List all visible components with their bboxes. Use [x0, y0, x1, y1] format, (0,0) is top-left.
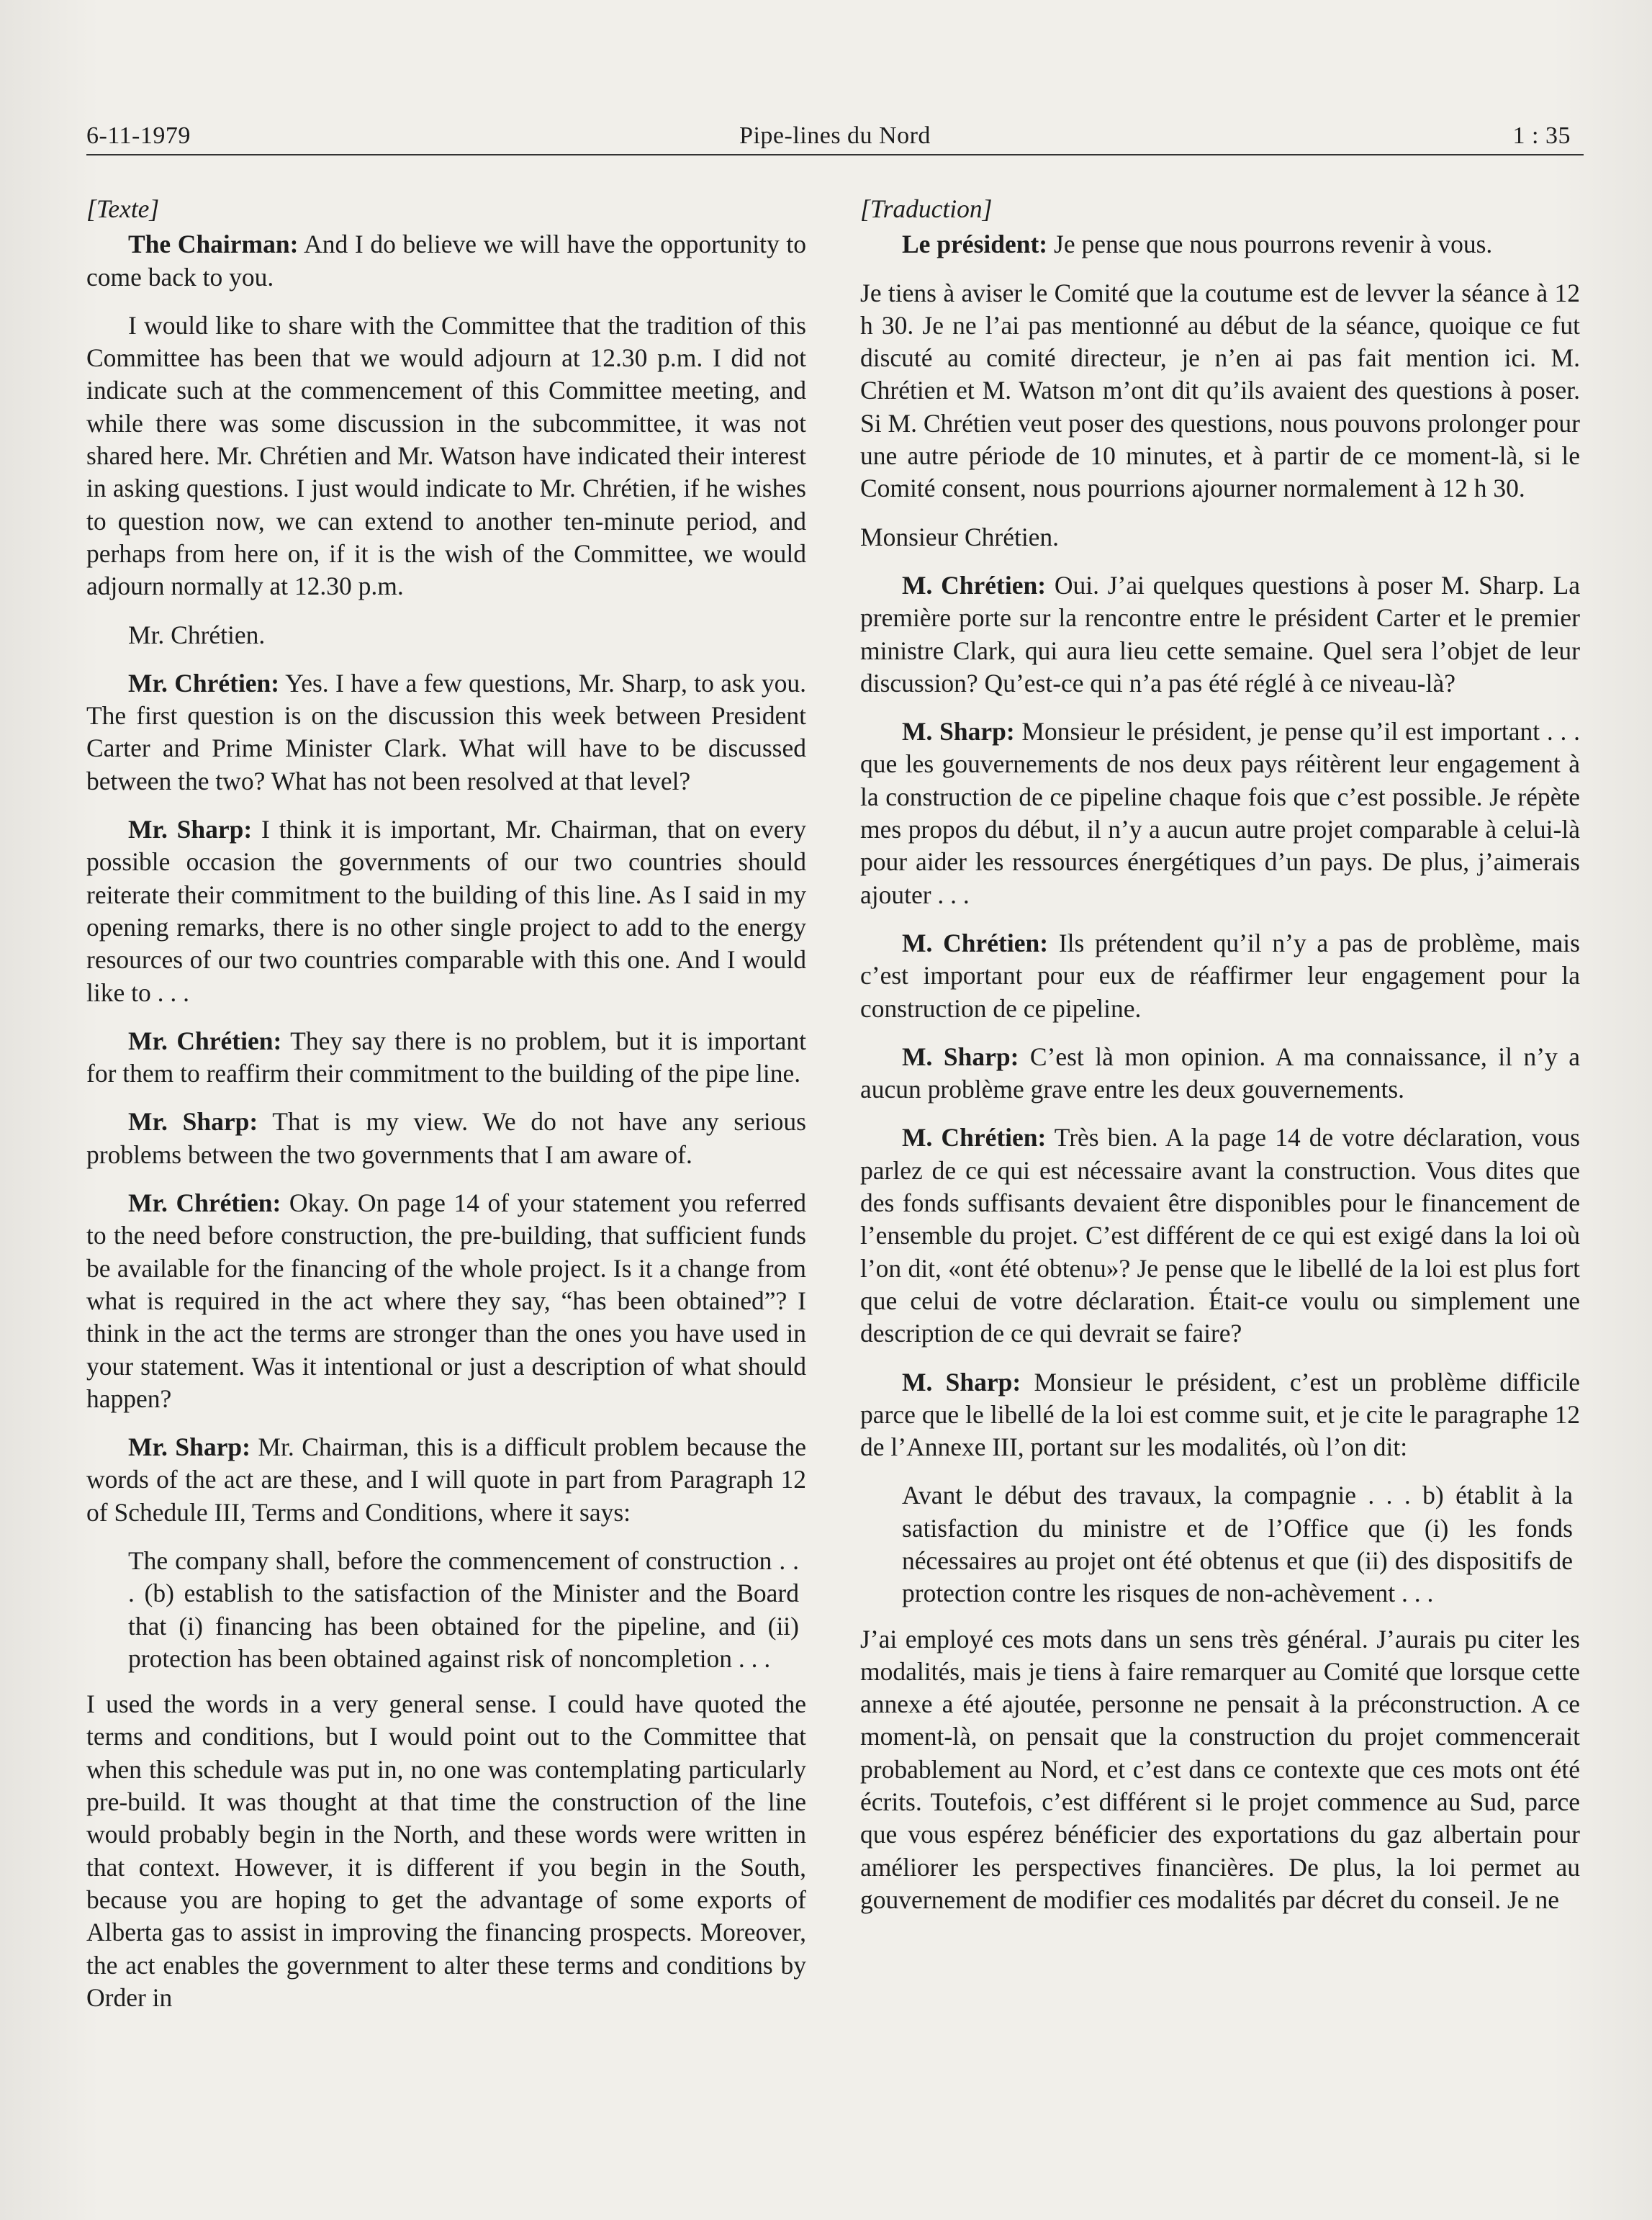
paragraph: M. Sharp: Monsieur le président, je pense qu’il est important . . . que les gouvernements de nos deux pays réitèrent leur engagement à la construction de ce pipeline chaque fois que c’est possible. Je répète mes propos du début, il n’y a aucun autre projet comparable à celui-là pour aider les ressources énergétiques d’un pays. De plus, j’aimerais ajouter . . .	[860, 717, 1580, 909]
speaker-name: M. Chrétien:	[902, 928, 1049, 957]
speaker-name: M. Sharp:	[902, 717, 1015, 746]
speaker-name: M. Sharp:	[902, 1367, 1021, 1396]
paragraph: Mr. Sharp: Mr. Chairman, this is a difficult problem because the words of the act are these, and I will quote in part from Paragraph 12 of Schedule III, Terms and Conditions, where it says:	[86, 1432, 806, 1527]
speaker-name: Le président:	[902, 230, 1048, 259]
speaker-name: M. Chrétien:	[902, 1123, 1047, 1152]
paragraph: Mr. Chrétien: They say there is no problem, but it is important for them to reaffirm their commitment to the building of the pipe line.	[86, 1026, 806, 1088]
block-quote: Avant le début des travaux, la compagnie . . . b) établit à la satisfaction du ministre et de l’Office que (i) les fonds nécessaires au projet ont été obtenus et que (ii) des dispositifs de protection contre les risques de non-achèvement . . .	[902, 1481, 1573, 1608]
english-column	[86, 193, 806, 2194]
paragraph: M. Sharp: Monsieur le président, c’est un problème difficile parce que le libellé de la loi est comme suit, et je cite le paragraphe 12 de l’Annexe III, portant sur les modalités, où l’on dit:	[860, 1367, 1580, 1462]
speaker-name: Mr. Sharp:	[128, 1432, 250, 1462]
paragraph: M. Chrétien: Oui. J’ai quelques questions à poser M. Sharp. La première porte sur la rencontre entre le président Carter et le premier ministre Clark, qui aura lieu cette semaine. Quel sera l’objet de leur discussion? Qu’est-ce qui n’a pas été réglé à ce niveau-là?	[860, 570, 1580, 698]
paragraph: I used the words in a very general sense. I could have quoted the terms and conditions, but I would point out to the Committee that when this schedule was put in, no one was contemplating particularly pre-build. It was thought at that time the construction of the line would probably begin in the North, and these words were written in that context. However, it is different if you begin in the South, because you are hoping to get the advantage of some exports of Alberta gas to assist in improving the financing prospects. Moreover, the act enables the government to alter these terms and conditions by Order in	[86, 1689, 806, 2012]
speaker-name: Mr. Sharp:	[128, 1107, 258, 1137]
paragraph: M. Sharp: C’est là mon opinion. A ma connaissance, il n’y a aucun problème grave entre les deux gouvernements.	[860, 1042, 1580, 1104]
paragraph: Mr. Chrétien.	[128, 620, 266, 649]
speaker-name: The Chairman:	[128, 230, 299, 259]
french-column	[860, 193, 1580, 2194]
speaker-name: M. Sharp:	[902, 1042, 1019, 1071]
header-date: 6-11-1979	[86, 122, 191, 149]
paragraph: M. Chrétien: Ils prétendent qu’il n’y a pas de problème, mais c’est important pour eux de réaffirmer leur engagement pour la construction de ce pipeline.	[860, 928, 1580, 1023]
paragraph: Je tiens à aviser le Comité que la coutume est de levver la séance à 12 h 30. Je ne l’ai pas mentionné au début de la séance, quoique ce fut discuté au comité directeur, je n’en ai pas fait mention ici. M. Chrétien et M. Watson m’ont dit qu’ils avaient des questions à poser. Si M. Chrétien veut poser des questions, nous pouvons prolonger pour une autre période de 10 minutes, et à partir de ce moment-là, si le Comité consent, nous pourrions ajourner normalement à 12 h 30.	[860, 278, 1580, 503]
speaker-name: Mr. Chrétien:	[128, 1188, 281, 1218]
paragraph: Le président: Je pense que nous pourrons revenir à vous.	[902, 230, 1493, 259]
block-quote: The company shall, before the commencement of construction . . . (b) establish to the satisfaction of the Minister and the Board that (i) financing has been obtained for the pipeline, and (ii) protection has been obtained against risk of noncompletion . . .	[128, 1546, 799, 1673]
speaker-name: Mr. Chrétien:	[128, 1026, 282, 1055]
speaker-name: M. Chrétien:	[902, 570, 1047, 600]
speaker-name: Mr. Chrétien:	[128, 668, 280, 698]
paragraph: J’ai employé ces mots dans un sens très général. J’aurais pu citer les modalités, mais je tiens à faire remarquer au Comité que lorsque cette annexe a été ajoutée, personne ne pensait à la préconstruction. A ce moment-là, on pensait que la construction du projet commencerait probablement au Nord, et c’est dans ce contexte que ces mots ont été écrits. Toutefois, c’est différent si le projet commence au Sud, parce que vous espérez bénéficier des exportations du gaz albertain pour améliorer les perspectives financières. De plus, la loi permet au gouvernement de modifier ces modalités par décret du conseil. Je ne	[860, 1624, 1580, 1914]
paragraph: Mr. Chrétien: Yes. I have a few questions, Mr. Sharp, to ask you. The first question is on the discussion this week between President Carter and Prime Minister Clark. What will have to be discussed between the two? What has not been resolved at that level?	[86, 668, 806, 795]
paragraph: Mr. Chrétien: Okay. On page 14 of your statement you referred to the need before construction, the pre-building, that sufficient funds be available for the financing of the whole project. Is it a change from what is required in the act where they say, “has been obtained”? I think in the act the terms are stronger than the ones you have used in your statement. Was it intentional or just a description of what should happen?	[86, 1188, 806, 1413]
paragraph: Mr. Sharp: I think it is important, Mr. Chairman, that on every possible occasion the governments of our two countries should reiterate their commitment to the building of this line. As I said in my opening remarks, there is no other single project to add to the energy resources of our two countries comparable with this one. And I would like to . . .	[86, 815, 806, 1007]
header-title: Pipe-lines du Nord	[739, 122, 931, 149]
paragraph: I would like to share with the Committee that the tradition of this Committee has been that we would adjourn at 12.30 p.m. I did not indicate such at the commencement of this Committee meeting, and while there was some discussion in the subcommittee, it was not shared here. Mr. Chrétien and Mr. Watson have indicated their interest in asking questions. I just would indicate to Mr. Chrétien, if he wishes to question now, we can extend to another ten-minute period, and perhaps from here on, if it is the wish of the Committee, we would adjourn normally at 12.30 p.m.	[86, 310, 806, 601]
paragraph: Mr. Sharp: That is my view. We do not have any serious problems between the two governments that I am aware of.	[86, 1107, 806, 1169]
section-label: [Texte]	[86, 194, 160, 223]
paragraph: M. Chrétien: Très bien. A la page 14 de votre déclaration, vous parlez de ce qui est nécessaire avant la construction. Vous dites que des fonds suffisants devaient être disponibles pour le financement de l’ensemble du projet. C’est différent de ce qui est exigé dans la loi où l’on dit, «ont été obtenu»? Je pense que le libellé de la loi est plus fort que celui de votre déclaration. Était-ce voulu ou simplement une description de ce qui devrait se faire?	[860, 1123, 1580, 1348]
speaker-name: Mr. Sharp:	[128, 815, 253, 844]
section-label: [Traduction]	[860, 194, 993, 223]
paragraph: The Chairman: And I do believe we will have the opportunity to come back to you.	[86, 230, 806, 292]
page-header	[86, 115, 1584, 155]
paragraph: Monsieur Chrétien.	[860, 522, 1060, 551]
header-page-number: 1 : 35	[1512, 122, 1571, 149]
